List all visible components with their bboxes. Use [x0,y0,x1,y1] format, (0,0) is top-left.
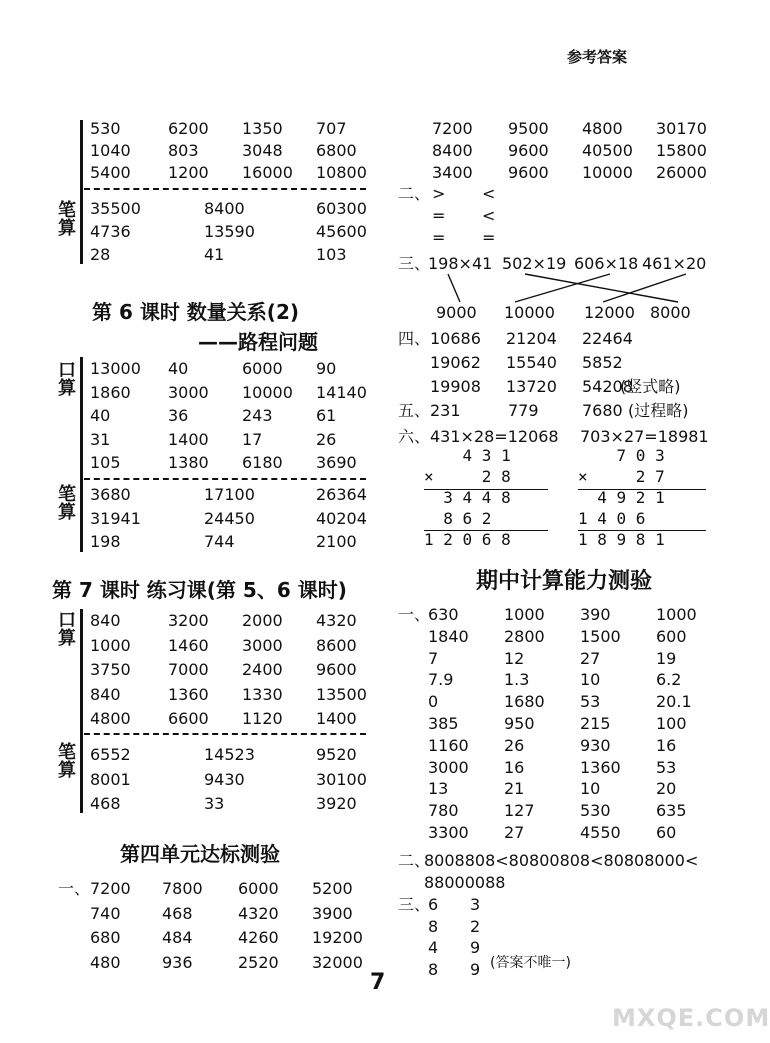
question-prefix: 一、 [58,879,91,898]
answer-value: 14140 [316,382,367,402]
calc-row: × 2 8 [424,467,511,486]
answer-value: 3900 [312,903,353,923]
calc-row: 1 8 9 8 1 [578,530,665,549]
label-bisuan: 笔算 [58,742,76,781]
answer-value: 3200 [168,611,209,630]
answer-value: 1400 [168,429,209,449]
answer-value: 3000 [242,635,283,655]
matching-lines [420,272,720,304]
answer-value: 40204 [316,508,367,528]
answer-value: 19062 [430,353,481,372]
equation: 703×27=18981 [580,427,709,446]
answer-value: 16 [656,735,677,755]
answer-value: 630 [428,605,459,624]
answer-value: 12 [504,648,525,668]
answer-value: 20.1 [656,692,692,712]
answer-value: 4736 [90,222,131,241]
answer-value: 635 [656,801,687,821]
section-header: 参考答案 [567,48,628,66]
answer-value: 105 [90,453,121,472]
answer-value: 3 [470,895,481,914]
answer-value: 26 [316,429,337,449]
calc-line [424,489,548,490]
answer-value: 31941 [90,508,141,528]
answer-value: 2520 [238,952,279,972]
answer-value: 231 [430,401,461,420]
comparison-symbol: < [482,206,496,225]
answer-value: 215 [580,714,611,733]
answer-value: 803 [168,141,199,160]
answer-value: 8600 [316,635,357,655]
answer-value: 1330 [242,684,283,704]
answer-value: 6180 [242,453,283,472]
answer-value: 930 [580,735,611,755]
answer-value: 707 [316,119,347,138]
calc-row: 4 9 2 1 [578,488,665,507]
answer-value: 0 [428,692,439,712]
answer-line: 88000088 [424,873,506,892]
answer-value: 21204 [506,329,557,348]
answer-value: 530 [90,119,121,138]
calc-row: × 2 7 [578,467,665,486]
answer-value: 6000 [238,879,279,898]
question-prefix: 六、 [398,427,431,446]
answer-value: 1680 [504,692,545,712]
answer-value: 4 [428,938,439,957]
answer-value: 3000 [168,382,209,402]
answer-value: 480 [90,952,121,972]
answer-value: 7680 [582,401,623,420]
watermark-logo: MXQE.COM [612,1004,770,1032]
answer-value: 3000 [428,757,469,777]
answer-value: 2400 [242,660,283,679]
answer-value: 530 [580,801,611,821]
answer-value: 41 [204,245,225,264]
answer-value: 33 [204,794,225,813]
answer-value: 19200 [312,928,363,947]
answer-value: 6000 [242,359,283,378]
question-prefix: 三、 [398,895,431,914]
answer-value: 4320 [316,611,357,630]
note: (答案不唯一) [490,955,571,971]
answer-value: 1000 [90,635,131,655]
comparison-symbol: = [432,206,446,225]
answer-value: 1.3 [504,670,530,690]
answer-value: 468 [90,794,121,813]
result: 10000 [504,303,555,322]
answer-value: 7200 [90,879,131,898]
answer-value: 13 [428,779,449,799]
answer-value: 8 [428,916,439,936]
answer-value: 10000 [582,163,633,182]
answer-value: 26 [504,735,525,755]
lesson-title: 第 7 课时 练习课(第 5、6 课时) [52,578,347,602]
equation: 431×28=12068 [430,427,559,446]
answer-value: 13590 [204,222,255,241]
answer-value: 936 [162,952,193,972]
result: 8000 [650,303,691,322]
question-prefix: 三、 [398,254,431,273]
answer-value: 13500 [316,684,367,704]
answer-value: 40 [90,406,111,425]
answer-value: 1350 [242,119,283,138]
answer-value: 744 [204,532,235,551]
label-bisuan: 笔算 [58,484,76,523]
answer-value: 3690 [316,453,357,472]
comparison-symbol: < [482,184,496,203]
answer-value: 1360 [168,684,209,704]
answer-value: 54208 [582,377,633,396]
answer-value: 10686 [430,329,481,348]
question-prefix: 四、 [398,329,431,348]
answer-value: 13720 [506,377,557,396]
answer-value: 6.2 [656,670,682,690]
expression: 461×20 [642,254,707,273]
expression: 606×18 [574,254,639,273]
answer-value: 28 [90,245,111,264]
answer-value: 1200 [168,163,209,182]
answer-value: 17100 [204,485,255,504]
question-prefix: 二、 [398,184,431,203]
answer-value: 27 [580,648,601,668]
answer-value: 2000 [242,611,283,630]
divider [84,733,366,735]
answer-value: 9600 [508,141,549,160]
answer-value: 31 [90,429,111,449]
calc-row: 4 3 1 [424,446,511,465]
answer-value: 5852 [582,353,623,372]
answer-value: 60300 [316,199,367,218]
answer-value: 27 [504,823,525,842]
answer-value: 1840 [428,626,469,646]
answer-value: 779 [508,401,539,420]
question-prefix: 二、 [398,851,431,870]
answer-value: 36 [168,406,189,425]
divider [84,478,366,480]
answer-value: 40 [168,359,189,378]
answer-value: 390 [580,605,611,624]
answer-value: 9520 [316,745,357,764]
note: (竖式略) [620,377,681,396]
answer-value: 45600 [316,222,367,241]
label-bisuan: 笔算 [58,200,76,239]
answer-value: 1400 [316,709,357,728]
answer-value: 19 [656,648,677,668]
calc-row: 1 2 0 6 8 [424,530,511,549]
answer-value: 4550 [580,823,621,842]
comparison-symbol: = [482,228,496,247]
bracket-line [80,357,83,552]
answer-value: 2 [470,916,481,936]
answer-value: 32000 [312,952,363,972]
answer-value: 1120 [242,709,283,728]
comparison-symbol: = [432,228,446,247]
calc-line [578,530,706,531]
answer-value: 7800 [162,879,203,898]
answer-value: 9430 [204,769,245,789]
answer-value: 22464 [582,329,633,348]
calc-line [424,530,548,531]
answer-value: 4800 [582,119,623,138]
answer-value: 17 [242,429,263,449]
answer-value: 30170 [656,119,707,138]
answer-value: 19908 [430,377,481,396]
answer-value: 5200 [312,879,353,898]
lesson-title: 第 6 课时 数量关系(2) [92,300,300,324]
calc-row: 1 4 0 6 [578,509,646,528]
answer-value: 4320 [238,903,279,923]
answer-value: 385 [428,714,459,733]
answer-value: 8400 [204,199,245,218]
answer-value: 1460 [168,635,209,655]
answer-value: 10800 [316,163,367,182]
answer-value: 26000 [656,163,707,182]
answer-value: 740 [90,903,121,923]
answer-value: 1040 [90,141,131,160]
question-prefix: 五、 [398,401,431,420]
answer-value: 780 [428,801,459,821]
answer-value: 1160 [428,735,469,755]
answer-value: 6600 [168,709,209,728]
answer-value: 2800 [504,626,545,646]
answer-value: 9 [470,938,481,957]
answer-value: 6552 [90,745,131,764]
test-title: 期中计算能力测验 [476,569,653,594]
answer-value: 7.9 [428,670,454,690]
answer-value: 7 [428,648,439,668]
answer-value: 10 [580,779,601,799]
expression: 502×19 [502,254,567,273]
answer-value: 950 [504,714,535,733]
divider [84,188,366,190]
answer-value: 100 [656,714,687,733]
answer-value: 6 [428,895,439,914]
answer-value: 484 [162,928,193,947]
answer-value: 3400 [432,163,473,182]
answer-value: 1000 [504,605,545,624]
calc-row: 3 4 4 8 [424,488,511,507]
answer-value: 7200 [432,119,473,138]
answer-value: 21 [504,779,525,799]
answer-value: 5400 [90,163,131,182]
answer-value: 4260 [238,928,279,947]
answer-value: 53 [580,692,601,712]
answer-value: 61 [316,406,337,425]
answer-value: 6200 [168,119,209,138]
answer-value: 3680 [90,485,131,504]
bracket-line [80,609,83,813]
answer-value: 8001 [90,769,131,789]
answer-value: 35500 [90,199,141,218]
bracket-line [80,120,83,264]
answer-value: 1860 [90,382,131,402]
answer-value: 9600 [316,660,357,679]
answer-value: 53 [656,757,677,777]
answer-value: 840 [90,611,121,630]
answer-value: 3920 [316,794,357,813]
page-number: 7 [370,970,386,995]
answer-value: 198 [90,532,121,551]
question-prefix: 一、 [398,605,431,624]
answer-value: 10 [580,670,601,690]
answer-value: 24450 [204,508,255,528]
answer-value: 9 [470,959,481,979]
answer-value: 1380 [168,453,209,472]
answer-value: 15800 [656,141,707,160]
answer-line: 8008808<80800808<80808000< [424,851,699,870]
answer-value: 600 [656,626,687,646]
answer-value: 8400 [432,141,473,160]
lesson-subtitle: ——路程问题 [198,330,318,354]
answer-value: 13000 [90,359,141,378]
result: 9000 [436,303,477,322]
answer-value: 15540 [506,353,557,372]
calc-line [578,489,706,490]
answer-value: 26364 [316,485,367,504]
answer-value: 8 [428,959,439,979]
answer-value: 14523 [204,745,255,764]
answer-value: 6800 [316,141,357,160]
answer-value: 7000 [168,660,209,679]
answer-value: 16 [504,757,525,777]
answer-value: 3300 [428,823,469,842]
answer-value: 4800 [90,709,131,728]
answer-value: 30100 [316,769,367,789]
answer-value: 9500 [508,119,549,138]
answer-value: 90 [316,359,337,378]
answer-value: 1360 [580,757,621,777]
calc-row: 7 0 3 [578,446,665,465]
answer-value: 103 [316,245,347,264]
result: 12000 [584,303,635,322]
answer-value: 1000 [656,605,697,624]
answer-value: 40500 [582,141,633,160]
answer-value: 20 [656,779,677,799]
answer-value: 1500 [580,626,621,646]
answer-value: 243 [242,406,273,425]
answer-value: 16000 [242,163,293,182]
note: (过程略) [628,401,689,420]
expression: 198×41 [428,254,493,273]
calc-row: 8 6 2 [424,509,492,528]
answer-value: 10000 [242,382,293,402]
answer-value: 127 [504,801,535,821]
label-kousuan: 口算 [58,610,76,649]
answer-value: 680 [90,928,121,947]
answer-value: 3750 [90,660,131,679]
answer-value: 9600 [508,163,549,182]
label-kousuan: 口算 [58,360,76,399]
comparison-symbol: > [432,184,446,203]
answer-value: 2100 [316,532,357,551]
unit-title: 第四单元达标测验 [120,842,280,866]
answer-value: 840 [90,684,121,704]
answer-value: 3048 [242,141,283,160]
answer-value: 468 [162,903,193,923]
answer-value: 60 [656,823,677,842]
